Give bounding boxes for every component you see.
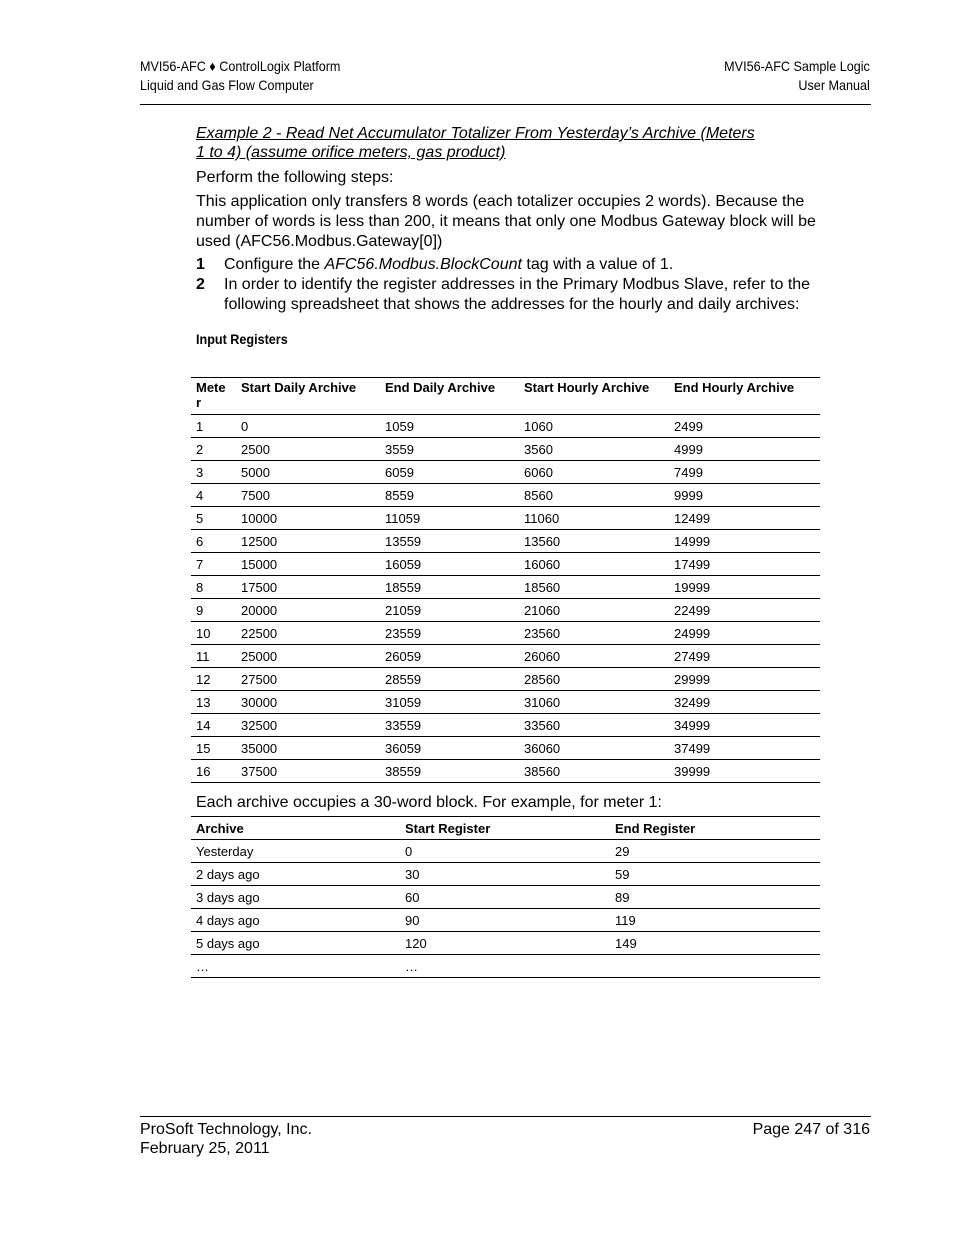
table-cell: 36060 <box>519 737 669 760</box>
column-header: Start Hourly Archive <box>519 378 669 415</box>
table-cell: 28559 <box>380 668 519 691</box>
table-cell: 10000 <box>236 507 380 530</box>
table-row <box>191 415 820 438</box>
table-cell: Yesterday <box>191 840 400 863</box>
page-footer-left <box>140 1120 312 1158</box>
table-row <box>191 714 820 737</box>
description-paragraph: This application only transfers 8 words (each totalizer occupies 2 words). Because the number of words is less than 200, it means that only one Modbus Gateway block will be used (AFC56.Modbus.Gateway[0]) <box>196 193 816 250</box>
table-cell: 16 <box>191 760 236 783</box>
table-row <box>191 461 820 484</box>
archive-note: Each archive occupies a 30-word block. For example, for meter 1: <box>196 794 662 811</box>
table-row <box>191 530 820 553</box>
table-cell: … <box>400 955 610 978</box>
table-cell: 8 <box>191 576 236 599</box>
column-header: End Daily Archive <box>380 378 519 415</box>
table-row <box>191 909 820 932</box>
table-cell: 3559 <box>380 438 519 461</box>
header-product-line: MVI56-AFC ♦ ControlLogix Platform <box>140 58 341 74</box>
table-cell: 21060 <box>519 599 669 622</box>
table-cell: 33559 <box>380 714 519 737</box>
table-cell: 11059 <box>380 507 519 530</box>
table-cell: 21059 <box>380 599 519 622</box>
table-cell: 2499 <box>669 415 820 438</box>
footer-company: ProSoft Technology, Inc. <box>140 1121 312 1138</box>
header-product-subtitle: Liquid and Gas Flow Computer <box>140 77 314 93</box>
table-cell: 9999 <box>669 484 820 507</box>
table-row <box>191 438 820 461</box>
table-cell: 27500 <box>236 668 380 691</box>
table-cell: 38560 <box>519 760 669 783</box>
table-cell: 13559 <box>380 530 519 553</box>
table-cell: 8560 <box>519 484 669 507</box>
header-document-type: User Manual <box>798 77 870 93</box>
table-cell: 1060 <box>519 415 669 438</box>
table-row <box>191 599 820 622</box>
table-cell: 12 <box>191 668 236 691</box>
table-cell: 0 <box>400 840 610 863</box>
page-footer-right <box>753 1120 870 1139</box>
step-item <box>196 275 820 315</box>
table-cell: 31060 <box>519 691 669 714</box>
table-cell: 6059 <box>380 461 519 484</box>
input-registers-body <box>191 415 820 783</box>
table-cell: 0 <box>236 415 380 438</box>
table-cell: 17499 <box>669 553 820 576</box>
column-header: Start Daily Archive <box>236 378 380 415</box>
footer-date: February 25, 2011 <box>140 1140 270 1157</box>
table-cell: 4 days ago <box>191 909 400 932</box>
table-cell: 35000 <box>236 737 380 760</box>
table-row <box>191 737 820 760</box>
table-row <box>191 691 820 714</box>
table-cell: 23559 <box>380 622 519 645</box>
table-cell: 1059 <box>380 415 519 438</box>
table-cell: 10 <box>191 622 236 645</box>
step-text-post: tag with a value of 1. <box>521 256 674 273</box>
table-cell: 9 <box>191 599 236 622</box>
table-cell: 30000 <box>236 691 380 714</box>
table-cell: 30 <box>400 863 610 886</box>
table-cell: 37499 <box>669 737 820 760</box>
table-cell: 33560 <box>519 714 669 737</box>
table-row <box>191 955 820 978</box>
step-number: 1 <box>196 256 205 273</box>
column-header: Start Register <box>400 817 610 840</box>
table-cell: 16059 <box>380 553 519 576</box>
table-row <box>191 507 820 530</box>
table-cell: 38559 <box>380 760 519 783</box>
header-divider <box>140 104 871 105</box>
table-row <box>191 576 820 599</box>
table-cell: 26059 <box>380 645 519 668</box>
table-cell: 19999 <box>669 576 820 599</box>
table-cell: 1 <box>191 415 236 438</box>
table-cell: 13 <box>191 691 236 714</box>
archive-block-table <box>191 816 820 978</box>
step-number: 2 <box>196 276 205 293</box>
table-caption: Input Registers <box>196 331 288 347</box>
table-cell: 14999 <box>669 530 820 553</box>
table-cell: 22500 <box>236 622 380 645</box>
table-cell: 11 <box>191 645 236 668</box>
step-text <box>224 255 814 275</box>
table-cell: 18559 <box>380 576 519 599</box>
footer-divider <box>140 1116 871 1117</box>
step-item <box>196 255 820 275</box>
example-title-line2: 1 to 4) (assume orifice meters, gas product) <box>196 144 506 161</box>
table-cell: 29999 <box>669 668 820 691</box>
table-cell: 119 <box>610 909 820 932</box>
page-body <box>196 124 820 347</box>
table-cell: 3560 <box>519 438 669 461</box>
table-row <box>191 645 820 668</box>
table-cell: 34999 <box>669 714 820 737</box>
table-cell: 6060 <box>519 461 669 484</box>
header-section-title: MVI56-AFC Sample Logic <box>724 58 870 74</box>
table-cell: 27499 <box>669 645 820 668</box>
table-cell: 26060 <box>519 645 669 668</box>
table-cell: 2500 <box>236 438 380 461</box>
table-cell: 120 <box>400 932 610 955</box>
table-cell: 8559 <box>380 484 519 507</box>
table-cell: 12500 <box>236 530 380 553</box>
example-title <box>196 124 820 162</box>
table-cell: 3 days ago <box>191 886 400 909</box>
table-cell: 4 <box>191 484 236 507</box>
table-cell: 3 <box>191 461 236 484</box>
archive-block-body <box>191 840 820 978</box>
table-cell: 89 <box>610 886 820 909</box>
table-cell: 2 <box>191 438 236 461</box>
table-cell: 6 <box>191 530 236 553</box>
table-row <box>191 863 820 886</box>
table-row <box>191 622 820 645</box>
table-row <box>191 932 820 955</box>
table-row <box>191 886 820 909</box>
table-cell: 37500 <box>236 760 380 783</box>
column-header: Mete r <box>191 378 236 415</box>
column-header: End Register <box>610 817 820 840</box>
column-header: Archive <box>191 817 400 840</box>
table-cell: 17500 <box>236 576 380 599</box>
steps-list <box>196 255 820 315</box>
table-cell: 90 <box>400 909 610 932</box>
table-cell: 39999 <box>669 760 820 783</box>
input-registers-table <box>191 377 820 783</box>
table-cell: 7500 <box>236 484 380 507</box>
table-cell: 7 <box>191 553 236 576</box>
intro-text: Perform the following steps: <box>196 169 394 186</box>
tag-name: AFC56.Modbus.BlockCount <box>324 256 522 273</box>
table-cell <box>610 955 820 978</box>
table-row <box>191 484 820 507</box>
table-cell: 15 <box>191 737 236 760</box>
table-cell: 18560 <box>519 576 669 599</box>
table-cell: 5000 <box>236 461 380 484</box>
page-header-right <box>724 57 870 95</box>
table-header-row <box>191 378 820 415</box>
table-cell: 32499 <box>669 691 820 714</box>
table-row <box>191 840 820 863</box>
step-text-pre: Configure the <box>224 256 325 273</box>
table-cell: 15000 <box>236 553 380 576</box>
table-cell: 14 <box>191 714 236 737</box>
table-header-row <box>191 817 820 840</box>
table-cell: 23560 <box>519 622 669 645</box>
table-cell: 60 <box>400 886 610 909</box>
example-title-line1: Example 2 - Read Net Accumulator Totalizer From Yesterday’s Archive (Meters <box>196 125 755 142</box>
table-cell: 29 <box>610 840 820 863</box>
table-cell: 2 days ago <box>191 863 400 886</box>
table-cell: 12499 <box>669 507 820 530</box>
table-row <box>191 668 820 691</box>
table-cell: 16060 <box>519 553 669 576</box>
table-row <box>191 553 820 576</box>
table-cell: 7499 <box>669 461 820 484</box>
table-cell: 28560 <box>519 668 669 691</box>
table-cell: 32500 <box>236 714 380 737</box>
step-text: In order to identify the register addresses in the Primary Modbus Slave, refer to the following spreadsheet that shows the addresses for the hourly and daily archives: <box>224 276 811 313</box>
page-header-left <box>140 57 340 95</box>
table-cell: 5 days ago <box>191 932 400 955</box>
table-cell: 22499 <box>669 599 820 622</box>
table-cell: 13560 <box>519 530 669 553</box>
table-cell: … <box>191 955 400 978</box>
table-cell: 11060 <box>519 507 669 530</box>
table-cell: 59 <box>610 863 820 886</box>
table-cell: 25000 <box>236 645 380 668</box>
table-cell: 24999 <box>669 622 820 645</box>
table-row <box>191 760 820 783</box>
column-header: End Hourly Archive <box>669 378 820 415</box>
table-cell: 31059 <box>380 691 519 714</box>
table-cell: 20000 <box>236 599 380 622</box>
table-cell: 5 <box>191 507 236 530</box>
footer-page-number: Page 247 of 316 <box>752 1121 870 1138</box>
table-cell: 4999 <box>669 438 820 461</box>
table-cell: 36059 <box>380 737 519 760</box>
table-cell: 149 <box>610 932 820 955</box>
